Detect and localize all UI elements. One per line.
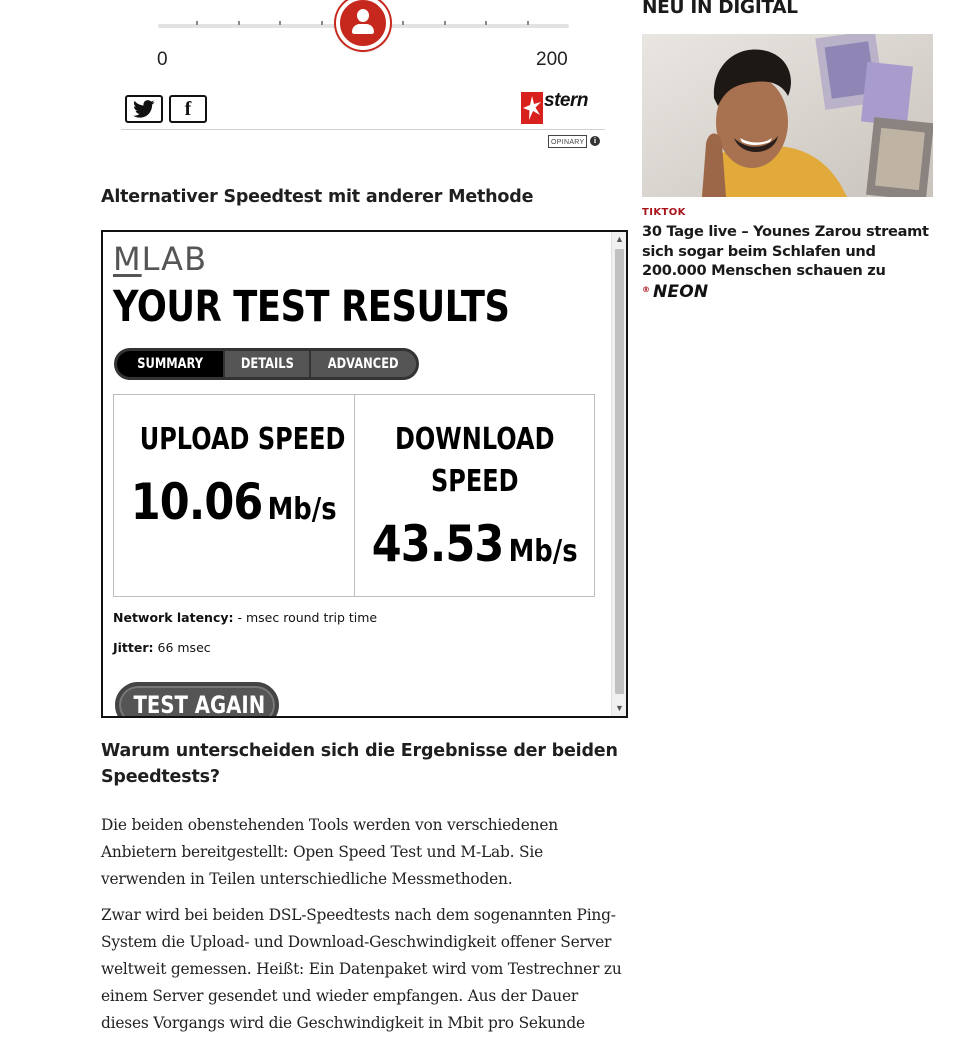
opinary-poll-widget xyxy=(101,0,631,160)
scroll-down-icon[interactable]: ▼ xyxy=(615,703,624,713)
stern-star-icon xyxy=(521,92,543,124)
upload-speed-value: 10.06 Mb/s xyxy=(131,473,337,531)
upload-speed-label: UPLOAD SPEED xyxy=(139,422,346,457)
results-title: YOUR TEST RESULTS xyxy=(113,282,510,332)
neon-logo: NEON xyxy=(653,282,709,302)
twitter-icon xyxy=(133,100,155,118)
teaser-kicker: TIKTOK xyxy=(642,207,686,218)
mlab-content xyxy=(103,232,611,716)
speed-results-box xyxy=(113,394,595,597)
opinary-badge[interactable]: OPINARY xyxy=(548,135,587,148)
info-icon[interactable]: i xyxy=(590,136,600,146)
poll-divider xyxy=(121,129,605,130)
slider-tick xyxy=(402,21,404,25)
sidebar-heading: NEU IN DIGITAL xyxy=(642,0,798,18)
slider-tick xyxy=(485,21,487,25)
facebook-share-button[interactable] xyxy=(169,95,207,123)
alt-speedtest-heading: Alternativer Speedtest mit anderer Methode xyxy=(101,187,534,207)
tab-advanced[interactable]: ADVANCED xyxy=(309,351,416,377)
results-tabs xyxy=(114,348,419,380)
plus-icon: ® xyxy=(642,284,650,294)
teaser-source xyxy=(642,282,708,302)
stern-brand-text: stern xyxy=(544,90,588,111)
slider-tick xyxy=(279,21,281,25)
tab-details[interactable]: DETAILS xyxy=(223,351,309,377)
upload-speed-cell xyxy=(114,395,354,596)
download-speed-label-2: SPEED xyxy=(430,464,519,499)
test-again-button[interactable]: TEST AGAIN xyxy=(115,682,279,718)
teaser-image[interactable] xyxy=(642,34,933,197)
article-paragraph: Die beiden obenstehenden Tools werden von verschiedenen Anbietern bereitgestellt: Open Speed Test und M-Lab. Sie verwenden in Teilen unterschiedliche Messmethoden. xyxy=(101,816,558,888)
mlab-speedtest-iframe xyxy=(101,230,628,718)
iframe-scrollbar[interactable] xyxy=(611,232,626,716)
article-body xyxy=(101,812,626,1046)
facebook-icon: f xyxy=(184,97,192,120)
tab-summary[interactable]: SUMMARY xyxy=(117,351,223,377)
slider-tick xyxy=(238,21,240,25)
network-latency: Network latency: - msec round trip time xyxy=(113,610,378,625)
twitter-share-button[interactable] xyxy=(125,95,163,123)
why-different-heading: Warum unterscheiden sich die Ergebnisse der beiden Speedtests? xyxy=(101,741,618,787)
slider-max-label: 200 xyxy=(536,49,568,70)
stern-logo xyxy=(521,92,588,126)
user-icon xyxy=(357,9,369,22)
user-icon-body xyxy=(352,24,374,34)
teaser-photo-illustration xyxy=(642,34,933,197)
download-speed-label: DOWNLOAD xyxy=(394,422,555,457)
download-speed-value: 43.53 Mb/s xyxy=(371,515,578,573)
teaser-title-link[interactable]: 30 Tage live – Younes Zarou streamt sich sogar beim Schlafen und 200.000 Menschen schauen zu xyxy=(642,223,929,279)
slider-tick xyxy=(321,21,323,25)
download-speed-cell xyxy=(354,395,594,596)
slider-tick xyxy=(527,21,529,25)
article-paragraph: Zwar wird bei beiden DSL-Speedtests nach dem sogenannten Ping-System die Upload- und Download-Geschwindigkeit offener Server weltweit gemessen. Heißt: Ein Datenpaket wird vom Testrechner zu einem Server gesendet und wieder empfangen. Aus der Dauer dieses Vorgangs wird die Geschwindigkeit in Mbit pro Sekunde xyxy=(101,906,622,1032)
poll-slider-handle[interactable] xyxy=(336,0,390,50)
slider-tick xyxy=(444,21,446,25)
slider-tick xyxy=(196,21,198,25)
main-column xyxy=(101,0,631,1032)
mlab-logo: MLAB xyxy=(113,240,208,278)
scrollbar-thumb[interactable] xyxy=(615,249,624,694)
jitter: Jitter: 66 msec xyxy=(113,640,211,655)
scroll-up-icon[interactable]: ▲ xyxy=(615,234,624,244)
slider-min-label: 0 xyxy=(157,49,168,70)
